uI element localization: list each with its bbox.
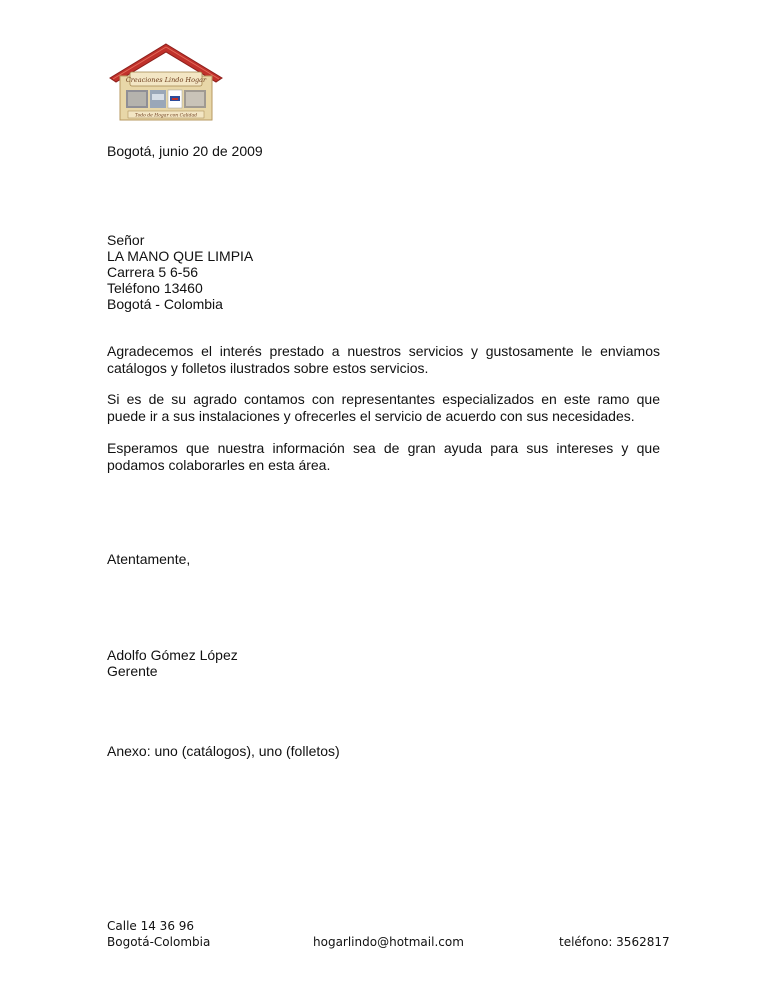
logo-tagline-text: Todo de Hogar con Calidad [134, 113, 198, 119]
recipient-city: Bogotá - Colombia [107, 296, 223, 312]
company-logo [106, 42, 226, 124]
letter-date: Bogotá, junio 20 de 2009 [107, 143, 263, 159]
letter-closing: Atentamente, [107, 551, 191, 567]
recipient-salutation: Señor [107, 232, 145, 248]
recipient-company: LA MANO QUE LIMPIA [107, 248, 254, 264]
recipient-address: Carrera 5 6-56 [107, 264, 199, 280]
annex-note: Anexo: uno (catálogos), uno (folletos) [107, 743, 340, 759]
house-logo-icon [106, 42, 226, 124]
signer-title: Gerente [107, 663, 158, 679]
footer-email: hogarlindo@hotmail.com [313, 935, 464, 949]
signer-name: Adolfo Gómez López [107, 647, 238, 663]
recipient-phone: Teléfono 13460 [107, 280, 203, 296]
body-paragraph: Agradecemos el interés prestado a nuestros servicios y gustosamente le enviamos catálogos y folletos ilustrados sobre estos servicios. [107, 343, 660, 376]
body-paragraph: Esperamos que nuestra información sea de gran ayuda para sus intereses y que podamos colaborarles en esta área. [107, 440, 660, 473]
footer-phone: teléfono: 3562817 [559, 935, 670, 949]
footer-address: Calle 14 36 96 [107, 919, 195, 933]
footer-city: Bogotá-Colombia [107, 935, 211, 949]
body-paragraph: Si es de su agrado contamos con representantes especializados en este ramo que puede ir a sus instalaciones y ofrecerles el servicio de acuerdo con sus necesidades. [107, 391, 660, 424]
logo-brand-text: Creaciones Lindo Hogar [125, 76, 207, 84]
